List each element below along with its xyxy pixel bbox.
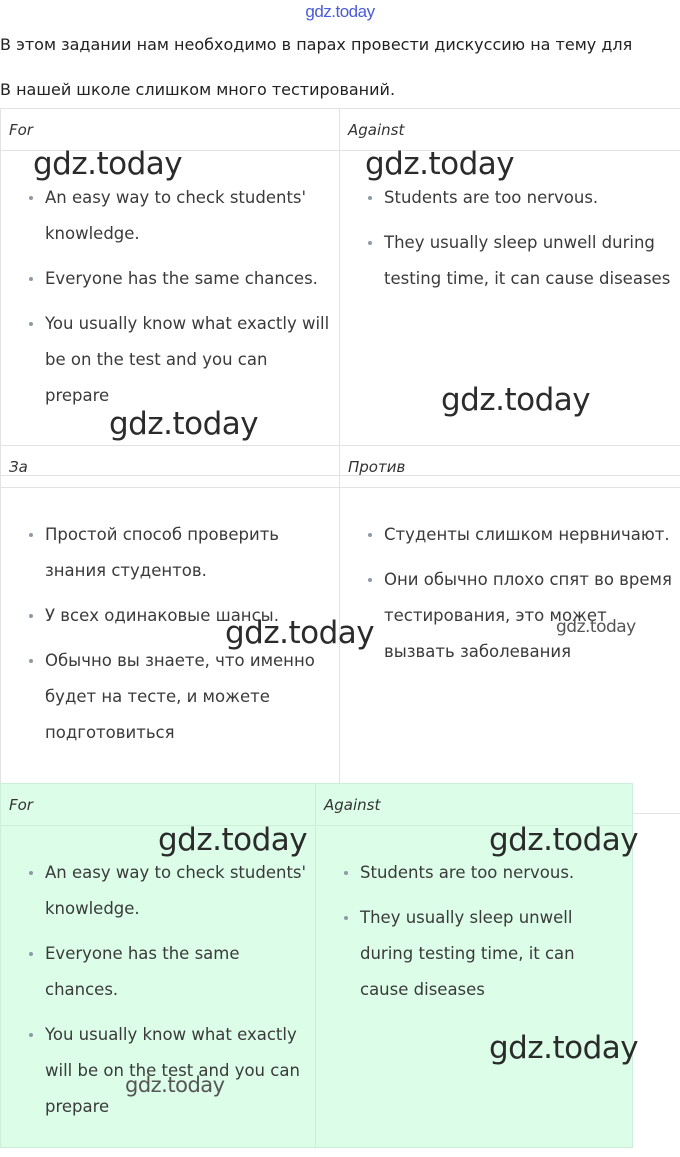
against-cell — [316, 826, 633, 1148]
site-logo[interactable]: gdz.today — [305, 2, 375, 21]
against-list — [340, 180, 680, 297]
protiv-cell — [340, 488, 680, 814]
list-item: You usually know what exactly will be on the test and you can prepare — [1, 1017, 315, 1125]
watermark: gdz.today — [489, 1030, 639, 1066]
watermark: gdz.today — [489, 822, 639, 858]
list-item: У всех одинаковые шансы. — [1, 598, 339, 634]
list-item: Everyone has the same chances. — [1, 936, 315, 1008]
watermark: gdz.today — [109, 406, 259, 442]
for-cell — [1, 826, 316, 1148]
watermark: gdz.today — [556, 617, 636, 637]
watermark: gdz.today — [33, 146, 183, 182]
list-item: Students are too nervous. — [316, 855, 632, 891]
intro-line-1: В этом задании нам необходимо в парах провести дискуссию на тему для — [0, 35, 633, 54]
list-item: Обычно вы знаете, что именно будет на тесте, и можете подготовиться — [1, 643, 339, 751]
list-item: Простой способ проверить знания студентов. — [1, 517, 339, 589]
header-protiv: Против — [340, 446, 680, 488]
watermark: gdz.today — [125, 1073, 225, 1097]
list-item: An easy way to check students' knowledge. — [1, 180, 339, 252]
watermark: gdz.today — [441, 382, 591, 418]
header-for: For — [1, 109, 340, 151]
header-for: For — [1, 784, 316, 826]
watermark: gdz.today — [158, 822, 308, 858]
list-item: They usually sleep unwell during testing time, it can cause diseases — [316, 900, 632, 1008]
list-item: Студенты слишком нервничают. — [340, 517, 680, 553]
header-against: Against — [340, 109, 680, 151]
protiv-list — [340, 517, 680, 670]
list-item: Everyone has the same chances. — [1, 261, 339, 297]
list-item: Students are too nervous. — [340, 180, 680, 216]
header-against: Against — [316, 784, 633, 826]
list-item: Они обычно плохо спят во время тестирования, это может вызвать заболевания — [340, 562, 680, 670]
list-item: They usually sleep unwell during testing time, it can cause diseases — [340, 225, 680, 297]
for-list — [1, 180, 339, 414]
intro-line-2: В нашей школе слишком много тестирований. — [0, 80, 396, 99]
header-za: За — [1, 446, 340, 488]
list-item: You usually know what exactly will be on the test and you can prepare — [1, 306, 339, 414]
watermark: gdz.today — [365, 146, 515, 182]
against-cell — [340, 151, 680, 476]
list-item: An easy way to check students' knowledge. — [1, 855, 315, 927]
against-list — [316, 855, 632, 1008]
watermark: gdz.today — [225, 615, 375, 651]
